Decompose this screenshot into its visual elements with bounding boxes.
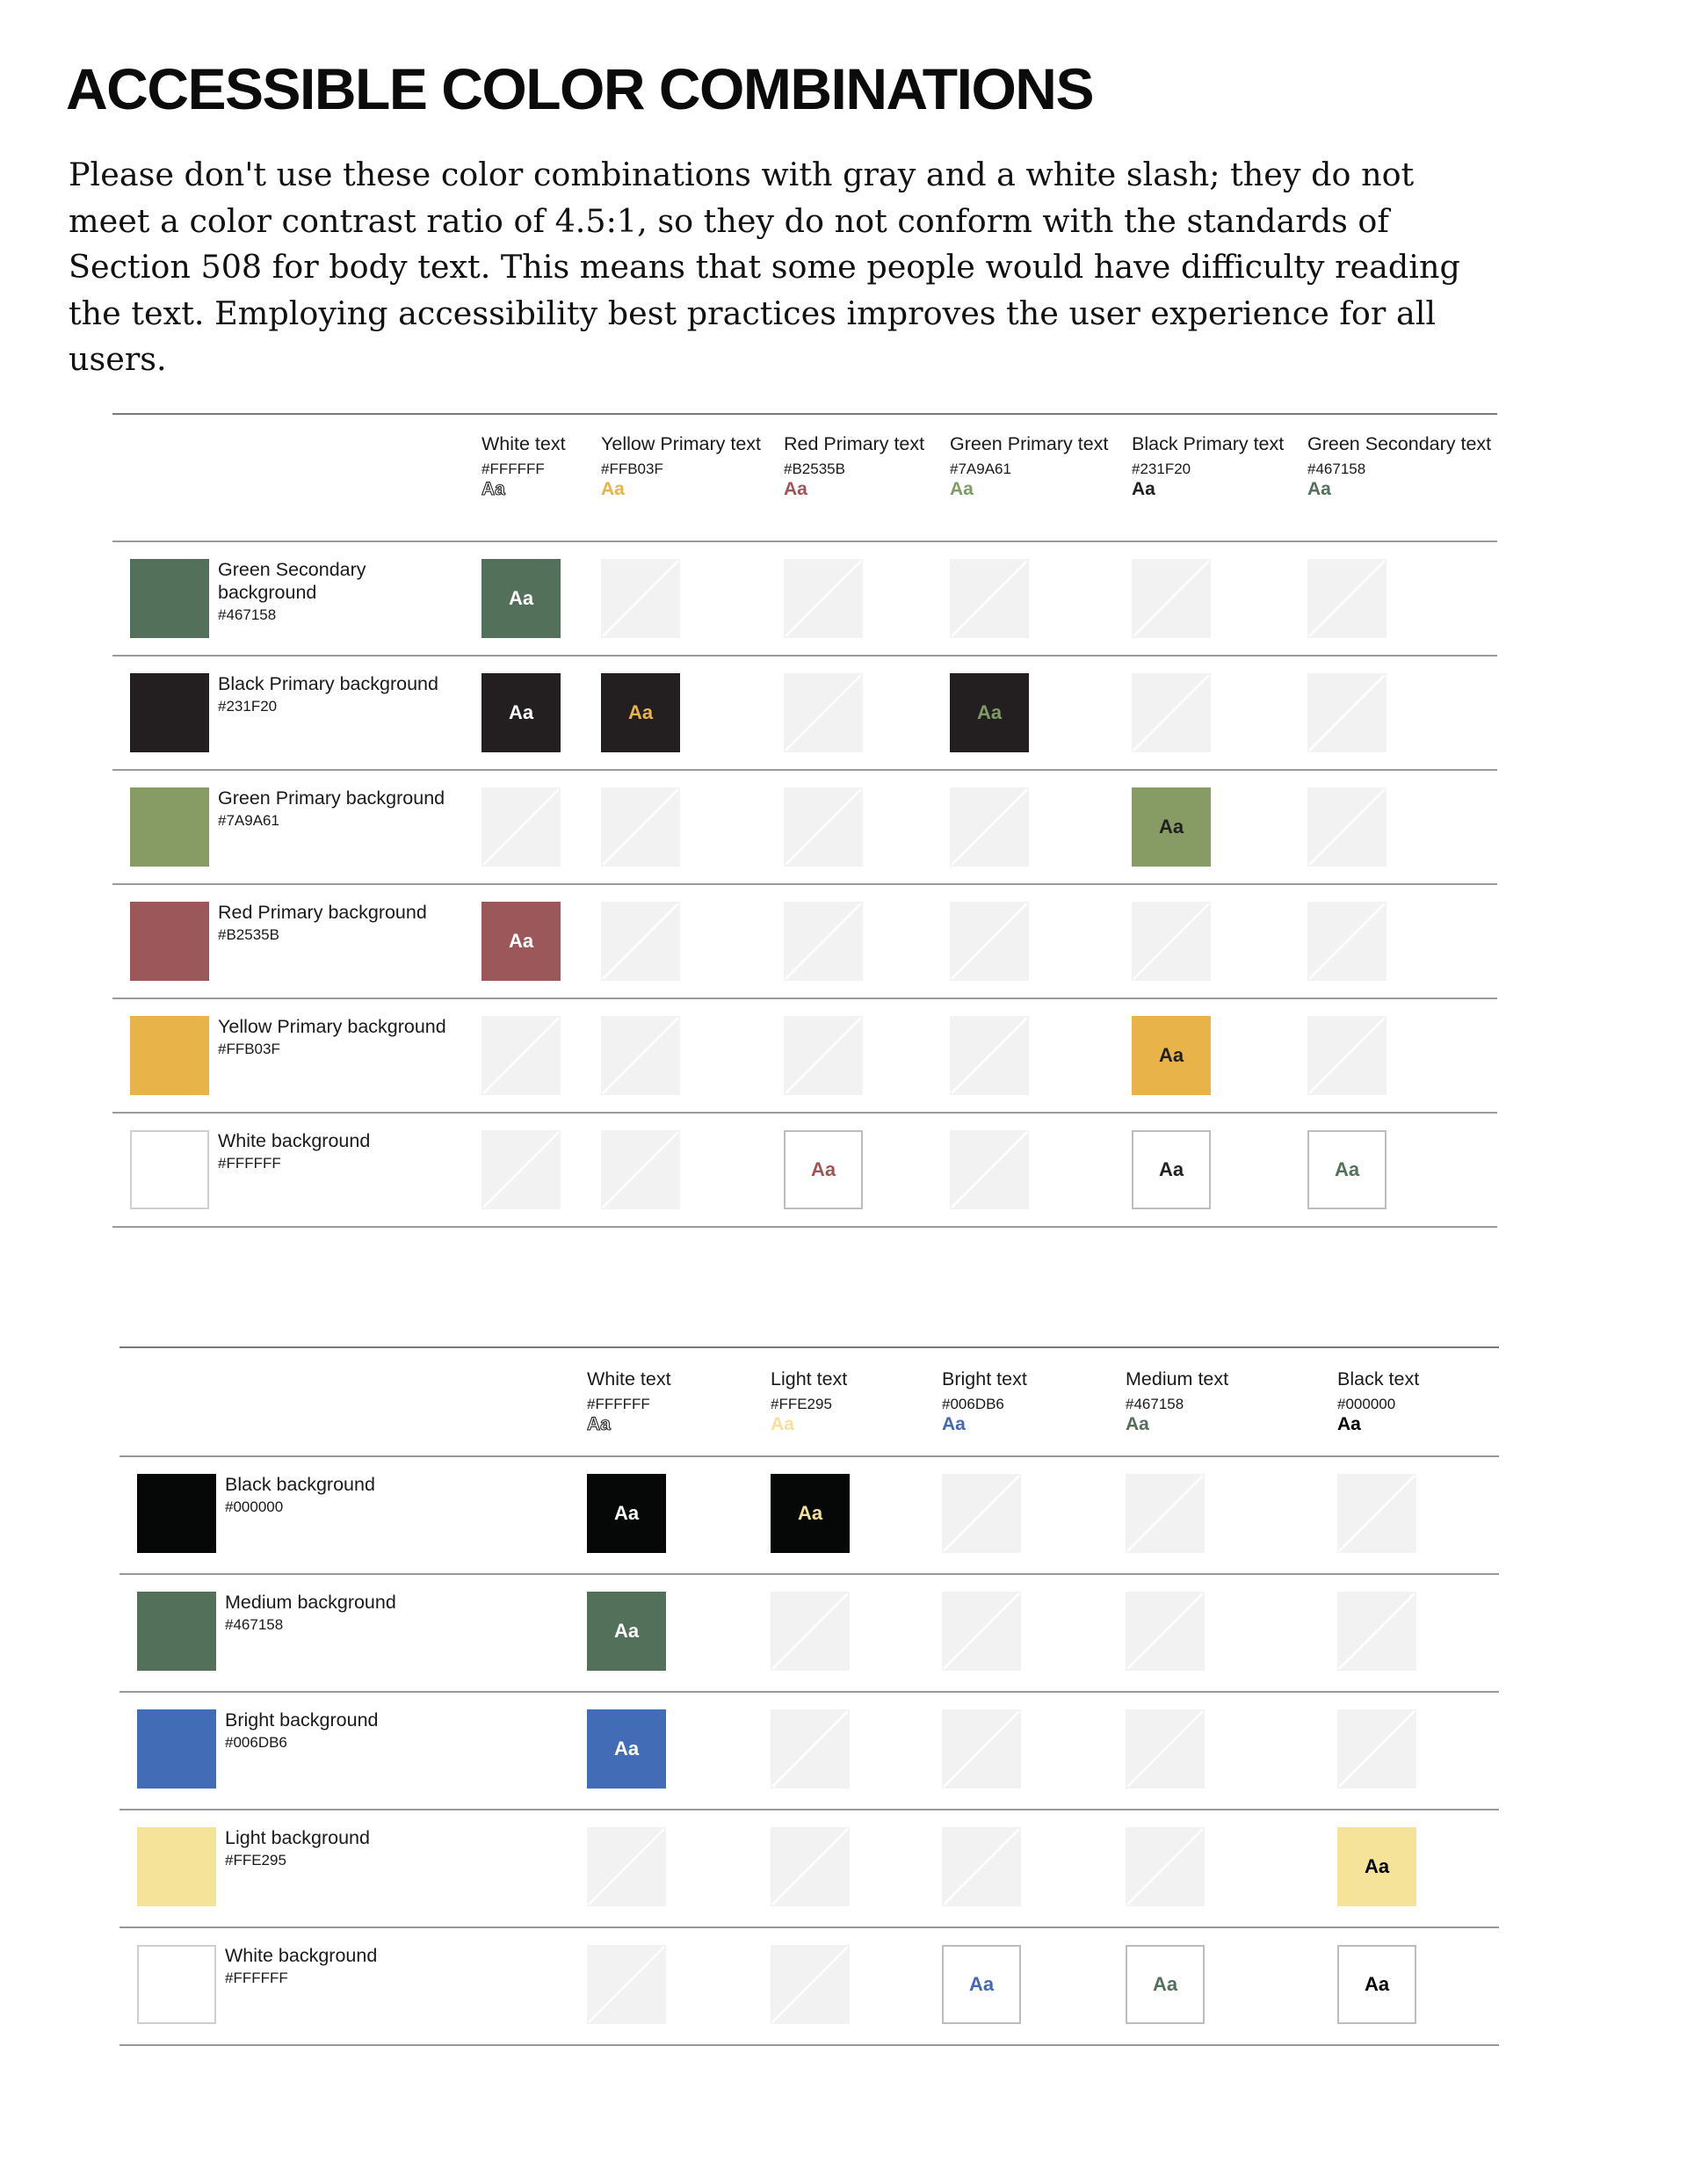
row-hex: #FFB03F xyxy=(218,1041,280,1057)
slash-icon xyxy=(784,559,863,638)
combo-unavailable xyxy=(1307,787,1387,867)
table-row xyxy=(119,1693,1499,1810)
slash-icon xyxy=(1307,1016,1387,1095)
row-hex: #FFFFFF xyxy=(218,1155,281,1172)
column-header-black-text xyxy=(1337,1368,1469,1434)
combo-unavailable xyxy=(771,1827,850,1906)
slash-icon xyxy=(942,1709,1021,1789)
row-hex: #7A9A61 xyxy=(218,812,279,829)
table-row xyxy=(119,1810,1499,1928)
combo-sample: Aa xyxy=(481,673,561,752)
secondary-color-table xyxy=(119,1346,1499,2046)
slash-icon xyxy=(481,787,561,867)
column-label: Black Primary text xyxy=(1132,433,1285,454)
slash-icon xyxy=(771,1945,850,2024)
combo-sample: Aa xyxy=(587,1592,666,1671)
column-hex: #467158 xyxy=(1307,461,1366,477)
column-sample: Aa xyxy=(1307,479,1331,499)
combo-sample: Aa xyxy=(950,673,1029,752)
row-label-text: Black background xyxy=(225,1474,375,1495)
table-header xyxy=(119,1348,1499,1457)
column-sample: Aa xyxy=(601,479,625,499)
slash-icon xyxy=(950,902,1029,981)
row-label-text: Yellow Primary background xyxy=(218,1016,446,1037)
slash-icon xyxy=(771,1592,850,1671)
slash-icon xyxy=(587,1827,666,1906)
combo-unavailable xyxy=(587,1827,666,1906)
color-swatch xyxy=(137,1474,216,1553)
column-sample: Aa xyxy=(942,1414,966,1434)
slash-icon xyxy=(1307,673,1387,752)
row-label-white-background xyxy=(225,1944,462,1988)
slash-icon xyxy=(771,1709,850,1789)
slash-icon xyxy=(1126,1827,1205,1906)
column-header-green-secondary-text xyxy=(1307,432,1492,499)
table-row xyxy=(112,771,1497,885)
combo-sample: Aa xyxy=(1126,1945,1205,2024)
slash-icon xyxy=(1337,1709,1416,1789)
column-label: Medium text xyxy=(1126,1368,1229,1389)
table-row xyxy=(112,657,1497,771)
combo-sample: Aa xyxy=(1132,1130,1211,1209)
combo-unavailable xyxy=(601,787,680,867)
color-swatch xyxy=(137,1592,216,1671)
combo-sample: Aa xyxy=(1337,1827,1416,1906)
table-row xyxy=(112,1114,1497,1228)
combo-unavailable xyxy=(950,902,1029,981)
row-label-green-primary-background xyxy=(218,787,455,831)
combo-unavailable xyxy=(771,1709,850,1789)
slash-icon xyxy=(1132,559,1211,638)
column-hex: #467158 xyxy=(1126,1396,1184,1412)
combo-unavailable xyxy=(1307,559,1387,638)
combo-sample: Aa xyxy=(1132,1016,1211,1095)
column-hex: #006DB6 xyxy=(942,1396,1004,1412)
slash-icon xyxy=(601,1016,680,1095)
slash-icon xyxy=(950,1130,1029,1209)
combo-unavailable xyxy=(1126,1709,1205,1789)
table-row xyxy=(112,542,1497,657)
table-header xyxy=(112,415,1497,542)
row-label-text: White background xyxy=(225,1945,378,1966)
color-swatch xyxy=(130,559,209,638)
column-label: Red Primary text xyxy=(784,433,925,454)
slash-icon xyxy=(481,1016,561,1095)
slash-icon xyxy=(1307,787,1387,867)
column-label: Light text xyxy=(771,1368,848,1389)
combo-sample: Aa xyxy=(601,673,680,752)
combo-unavailable xyxy=(601,1016,680,1095)
column-label: Yellow Primary text xyxy=(601,433,762,454)
column-label: Bright text xyxy=(942,1368,1027,1389)
slash-icon xyxy=(771,1827,850,1906)
row-label-text: White background xyxy=(218,1130,371,1151)
table-row xyxy=(112,885,1497,999)
row-hex: #000000 xyxy=(225,1498,284,1515)
slash-icon xyxy=(1132,673,1211,752)
column-hex: #000000 xyxy=(1337,1396,1396,1412)
column-header-white-text xyxy=(481,432,596,499)
combo-unavailable xyxy=(1337,1474,1416,1553)
row-label-text: Black Primary background xyxy=(218,673,438,694)
column-label: White text xyxy=(481,433,566,454)
column-hex: #FFFFFF xyxy=(587,1396,650,1412)
row-hex: #467158 xyxy=(218,606,277,623)
column-label: Black text xyxy=(1337,1368,1420,1389)
combo-sample: Aa xyxy=(1132,787,1211,867)
row-label-green-secondary-background xyxy=(218,558,455,625)
column-hex: #FFFFFF xyxy=(481,461,545,477)
column-hex: #231F20 xyxy=(1132,461,1191,477)
column-sample: Aa xyxy=(1126,1414,1149,1434)
column-header-green-primary-text xyxy=(950,432,1126,499)
table-row xyxy=(119,1457,1499,1575)
column-hex: #7A9A61 xyxy=(950,461,1011,477)
slash-icon xyxy=(1337,1592,1416,1671)
column-sample: Aa xyxy=(771,1414,794,1434)
slash-icon xyxy=(1126,1709,1205,1789)
combo-sample: Aa xyxy=(481,559,561,638)
column-label: Green Secondary text xyxy=(1307,433,1492,454)
row-label-light-background xyxy=(225,1826,462,1870)
row-hex: #FFE295 xyxy=(225,1852,286,1868)
combo-sample: Aa xyxy=(1337,1945,1416,2024)
row-label-medium-background xyxy=(225,1591,462,1635)
row-hex: #467158 xyxy=(225,1616,284,1633)
combo-unavailable xyxy=(587,1945,666,2024)
column-sample: Aa xyxy=(950,479,974,499)
slash-icon xyxy=(950,1016,1029,1095)
column-label: Green Primary text xyxy=(950,433,1109,454)
slash-icon xyxy=(1126,1474,1205,1553)
combo-unavailable xyxy=(1132,673,1211,752)
combo-unavailable xyxy=(1337,1709,1416,1789)
row-label-red-primary-background xyxy=(218,901,455,945)
row-label-text: Medium background xyxy=(225,1592,396,1613)
combo-unavailable xyxy=(942,1474,1021,1553)
column-header-yellow-primary-text xyxy=(601,432,777,499)
combo-sample: Aa xyxy=(942,1945,1021,2024)
color-swatch xyxy=(130,902,209,981)
combo-unavailable xyxy=(784,787,863,867)
combo-unavailable xyxy=(771,1592,850,1671)
slash-icon xyxy=(784,787,863,867)
combo-unavailable xyxy=(942,1827,1021,1906)
combo-unavailable xyxy=(601,559,680,638)
combo-unavailable xyxy=(481,787,561,867)
column-sample: Aa xyxy=(1337,1414,1361,1434)
color-swatch xyxy=(130,673,209,752)
row-label-text: Light background xyxy=(225,1827,370,1848)
row-label-bright-background xyxy=(225,1709,462,1752)
row-label-text: Bright background xyxy=(225,1709,379,1731)
column-header-white-text xyxy=(587,1368,754,1434)
column-label: White text xyxy=(587,1368,671,1389)
column-header-black-primary-text xyxy=(1132,432,1290,499)
slash-icon xyxy=(942,1827,1021,1906)
combo-unavailable xyxy=(1126,1474,1205,1553)
column-sample: Aa xyxy=(587,1414,611,1434)
slash-icon xyxy=(601,559,680,638)
brand-color-table xyxy=(112,413,1497,1228)
slash-icon xyxy=(1132,902,1211,981)
column-hex: #FFE295 xyxy=(771,1396,832,1412)
color-swatch xyxy=(137,1709,216,1789)
slash-icon xyxy=(784,1016,863,1095)
slash-icon xyxy=(942,1592,1021,1671)
row-label-white-background xyxy=(218,1129,455,1173)
row-label-text: Red Primary background xyxy=(218,902,427,923)
combo-unavailable xyxy=(1126,1592,1205,1671)
combo-unavailable xyxy=(1126,1827,1205,1906)
color-swatch xyxy=(130,1016,209,1095)
intro-paragraph: Please don't use these color combinations with gray and a white slash; they do not meet a color contrast ratio of 4.5:1, so they do not conform with the standards of Section 508 for body text. This means that some people would have difficulty reading the text. Employing accessibility best practices improves the user experience for all users. xyxy=(69,156,1460,378)
combo-unavailable xyxy=(601,1130,680,1209)
slash-icon xyxy=(601,787,680,867)
combo-sample: Aa xyxy=(587,1474,666,1553)
table-row xyxy=(119,1575,1499,1693)
color-swatch xyxy=(130,1130,209,1209)
combo-unavailable xyxy=(950,559,1029,638)
combo-unavailable xyxy=(1132,902,1211,981)
combo-unavailable xyxy=(784,1016,863,1095)
column-sample: Aa xyxy=(1132,479,1155,499)
combo-unavailable xyxy=(942,1709,1021,1789)
combo-unavailable xyxy=(950,1016,1029,1095)
slash-icon xyxy=(950,559,1029,638)
column-header-light-text xyxy=(771,1368,929,1434)
combo-unavailable xyxy=(601,902,680,981)
column-sample: Aa xyxy=(784,479,807,499)
combo-unavailable xyxy=(784,559,863,638)
combo-sample: Aa xyxy=(1307,1130,1387,1209)
combo-unavailable xyxy=(1307,1016,1387,1095)
combo-unavailable xyxy=(950,787,1029,867)
combo-unavailable xyxy=(1307,902,1387,981)
column-sample: Aa xyxy=(481,479,505,499)
combo-unavailable xyxy=(784,902,863,981)
slash-icon xyxy=(601,902,680,981)
color-swatch xyxy=(130,787,209,867)
row-hex: #006DB6 xyxy=(225,1734,287,1751)
slash-icon xyxy=(1126,1592,1205,1671)
slash-icon xyxy=(481,1130,561,1209)
slash-icon xyxy=(1307,902,1387,981)
combo-sample: Aa xyxy=(771,1474,850,1553)
combo-unavailable xyxy=(481,1016,561,1095)
combo-unavailable xyxy=(784,673,863,752)
table-row xyxy=(119,1928,1499,2046)
column-header-red-primary-text xyxy=(784,432,942,499)
slash-icon xyxy=(950,787,1029,867)
slash-icon xyxy=(601,1130,680,1209)
row-label-text: Green Primary background xyxy=(218,787,445,809)
combo-sample: Aa xyxy=(784,1130,863,1209)
color-swatch xyxy=(137,1945,216,2024)
slash-icon xyxy=(587,1945,666,2024)
row-label-black-primary-background xyxy=(218,672,455,716)
combo-unavailable xyxy=(1132,559,1211,638)
combo-unavailable xyxy=(942,1592,1021,1671)
slash-icon xyxy=(1307,559,1387,638)
column-header-bright-text xyxy=(942,1368,1109,1434)
slash-icon xyxy=(942,1474,1021,1553)
column-hex: #FFB03F xyxy=(601,461,663,477)
row-hex: #231F20 xyxy=(218,698,278,715)
table-row xyxy=(112,999,1497,1114)
column-header-medium-text xyxy=(1126,1368,1301,1434)
combo-unavailable xyxy=(950,1130,1029,1209)
slash-icon xyxy=(784,673,863,752)
combo-sample: Aa xyxy=(587,1709,666,1789)
row-hex: #B2535B xyxy=(218,926,279,943)
combo-unavailable xyxy=(771,1945,850,2024)
row-label-black-background xyxy=(225,1473,462,1517)
row-hex: #FFFFFF xyxy=(225,1970,288,1986)
color-swatch xyxy=(137,1827,216,1906)
slash-icon xyxy=(1337,1474,1416,1553)
row-label-text: Green Secondary background xyxy=(218,559,366,603)
combo-unavailable xyxy=(481,1130,561,1209)
combo-unavailable xyxy=(1337,1592,1416,1671)
slash-icon xyxy=(784,902,863,981)
column-hex: #B2535B xyxy=(784,461,845,477)
row-label-yellow-primary-background xyxy=(218,1015,455,1059)
page-title: ACCESSIBLE COLOR COMBINATIONS xyxy=(66,56,1093,121)
combo-unavailable xyxy=(1307,673,1387,752)
combo-sample: Aa xyxy=(481,902,561,981)
